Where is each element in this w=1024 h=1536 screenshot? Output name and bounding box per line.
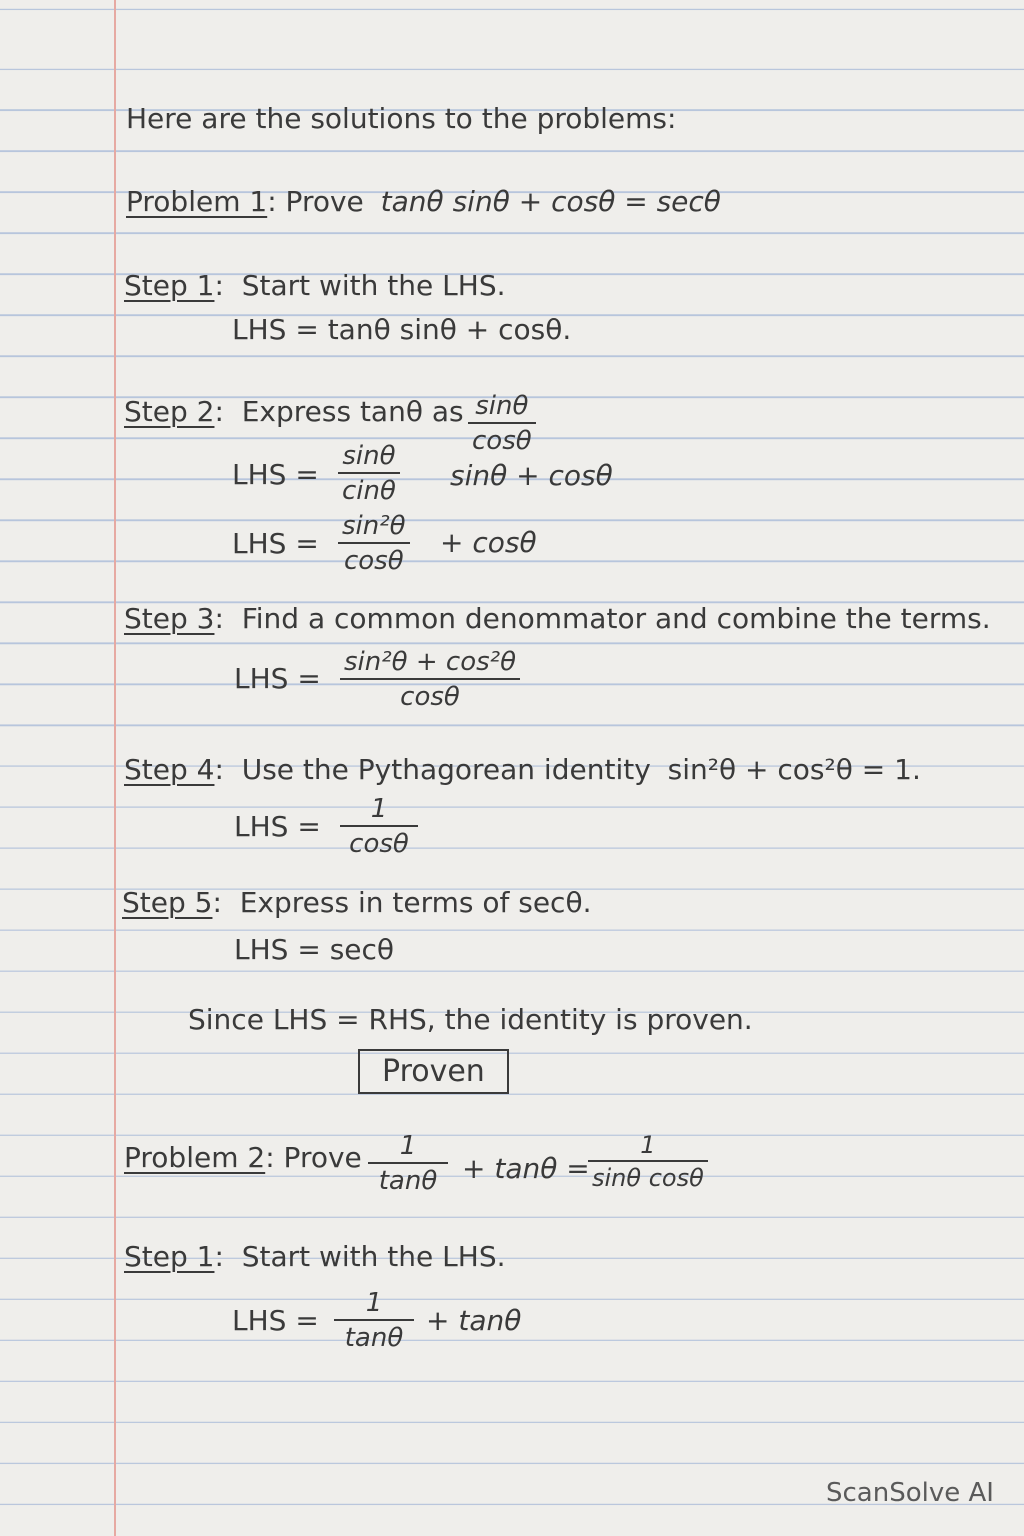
p1-step-5: Step 5: Express in terms of secθ. bbox=[122, 886, 592, 919]
fraction-numerator: 1 bbox=[640, 1131, 656, 1159]
p1-step-3-eq-fraction bbox=[340, 649, 520, 710]
problem-1-colon: : bbox=[267, 185, 277, 218]
p2-step-1-eq-rest: + tanθ bbox=[426, 1304, 522, 1337]
problem-1-statement: tanθ sinθ + cosθ = secθ bbox=[380, 185, 721, 218]
p1-step-5-label: Step 5 bbox=[122, 886, 213, 919]
p1-step-3: Step 3: Find a common denommator and combine the terms. bbox=[124, 602, 991, 635]
p1-step-4-identity: sin²θ + cos²θ = 1. bbox=[667, 753, 921, 786]
p1-step-2-eq1-fraction bbox=[338, 443, 400, 504]
fraction-numerator: 1 bbox=[365, 1288, 383, 1318]
fraction-denominator: sinθ cosθ bbox=[592, 1164, 704, 1192]
fraction-denominator: cosθ bbox=[349, 829, 409, 859]
fraction-denominator: cosθ bbox=[343, 546, 404, 576]
fraction-denominator: cinθ bbox=[342, 476, 396, 506]
problem-1-label: Problem 1 bbox=[126, 185, 268, 218]
p1-step-4-eq-fraction bbox=[340, 796, 418, 857]
problem-2-prove: Prove bbox=[283, 1141, 362, 1174]
conclusion-text: Since LHS = RHS, the identity is proven. bbox=[188, 1003, 753, 1036]
fraction-denominator: tanθ bbox=[378, 1166, 438, 1196]
p2-step-1-text: Start with the LHS. bbox=[241, 1240, 506, 1273]
p1-step-2: Step 2: Express tanθ as bbox=[124, 395, 464, 428]
problem-1-heading bbox=[126, 185, 721, 218]
p1-step-4: Step 4: Use the Pythagorean identity sin²θ + cos²θ = 1. bbox=[124, 753, 921, 786]
problem-2-colon: : bbox=[265, 1141, 275, 1174]
fraction-numerator: sin²θ bbox=[342, 511, 406, 541]
fraction-numerator: sinθ bbox=[475, 391, 529, 421]
p1-step-3-text: Find a common denommator and combine the terms. bbox=[241, 602, 991, 635]
p2-step-1-eq-lhs: LHS = bbox=[232, 1304, 319, 1337]
p1-step-4-eq-lhs: LHS = bbox=[234, 810, 321, 843]
p2-step-1: Step 1: Start with the LHS. bbox=[124, 1240, 506, 1273]
fraction-denominator: tanθ bbox=[344, 1323, 404, 1353]
fraction-denominator: cosθ bbox=[400, 682, 460, 712]
intro-text: Here are the solutions to the problems: bbox=[126, 102, 677, 135]
p1-step-2-text: Express tanθ as bbox=[241, 395, 464, 428]
fraction-numerator: 1 bbox=[399, 1131, 417, 1161]
p1-step-1-text: Start with the LHS. bbox=[241, 269, 506, 302]
margin-line bbox=[114, 0, 116, 1536]
problem-2-fraction-1 bbox=[368, 1133, 448, 1194]
proven-box: Proven bbox=[358, 1049, 509, 1094]
p1-step-2-fraction bbox=[468, 393, 536, 454]
p1-step-2-eq1-lhs: LHS = bbox=[232, 458, 319, 491]
p1-step-5-equation: LHS = secθ bbox=[234, 933, 395, 966]
p1-step-1-label: Step 1 bbox=[124, 269, 215, 302]
fraction-numerator: sin²θ + cos²θ bbox=[344, 647, 516, 677]
p2-step-1-eq-fraction bbox=[334, 1290, 414, 1351]
p1-step-2-eq2-lhs: LHS = bbox=[232, 527, 319, 560]
p1-step-2-label: Step 2 bbox=[124, 395, 215, 428]
brand-watermark: ScanSolve AI bbox=[826, 1478, 994, 1508]
p2-step-1-label: Step 1 bbox=[124, 1240, 215, 1273]
problem-2-middle: + tanθ = bbox=[462, 1152, 590, 1185]
fraction-numerator: 1 bbox=[370, 794, 388, 824]
p1-step-2-eq2-fraction bbox=[338, 513, 410, 574]
p1-step-1-equation: LHS = tanθ sinθ + cosθ. bbox=[232, 313, 572, 346]
problem-2-heading bbox=[124, 1141, 362, 1174]
p1-step-5-text: Express in terms of secθ. bbox=[239, 886, 592, 919]
fraction-denominator: cosθ bbox=[472, 426, 532, 456]
p1-step-3-label: Step 3 bbox=[124, 602, 215, 635]
p1-step-2-eq1-rest: sinθ + cosθ bbox=[450, 459, 613, 492]
p1-step-3-eq-lhs: LHS = bbox=[234, 662, 321, 695]
problem-1-prove: Prove bbox=[285, 185, 364, 218]
fraction-numerator: sinθ bbox=[342, 441, 396, 471]
p1-step-4-text: Use the Pythagorean identity bbox=[241, 753, 651, 786]
p1-step-4-label: Step 4 bbox=[124, 753, 215, 786]
p1-step-1: Step 1: Start with the LHS. bbox=[124, 269, 506, 302]
p1-step-2-eq2-rest: + cosθ bbox=[440, 526, 537, 559]
problem-2-fraction-2 bbox=[588, 1133, 708, 1190]
problem-2-label: Problem 2 bbox=[124, 1141, 266, 1174]
